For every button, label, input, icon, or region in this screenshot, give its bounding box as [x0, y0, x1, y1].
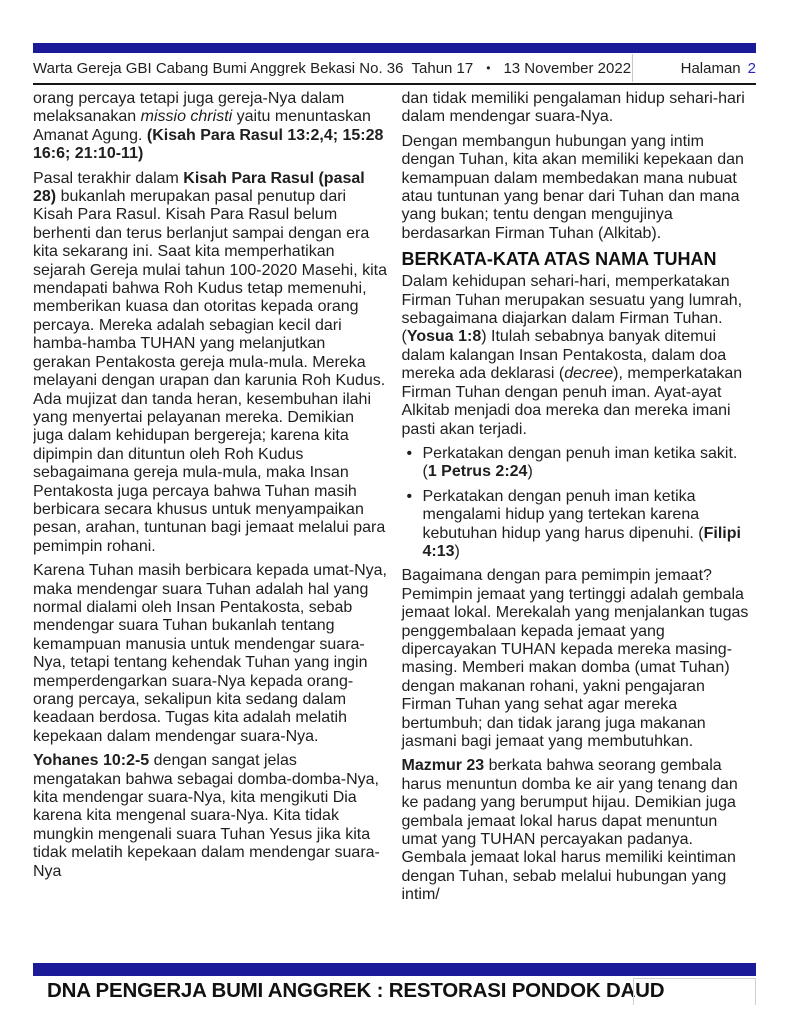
paragraph	[33, 752, 388, 881]
paragraph	[402, 90, 757, 127]
newsletter-title: Warta Gereja GBI Cabang Bumi Anggrek Bekasi No. 36 Tahun 17	[33, 59, 474, 77]
paragraph	[33, 90, 388, 164]
text-run: Pasal terakhir dalam	[33, 169, 184, 187]
text-run: Dalam kehidupan sehari-hari, memperkatakan Firman Tuhan merupakan sesuatu yang lumrah, sebagaimana diajarkan dalam Firman Tuhan. (	[401, 273, 743, 346]
paragraph	[402, 757, 757, 904]
bold-text-run: (Kisah Para Rasul 13:2,4; 15:28 16:6; 21:10-11)	[33, 126, 384, 163]
page-header	[33, 53, 756, 83]
bold-text-run: 1 Petrus 2:24	[427, 463, 528, 481]
text-run: dengan sangat jelas mengatakan bahwa sebagai domba-domba-Nya, kita mendengar suara-Nya, kita mengikuti Dia karena kita mengenal suara-Nya. Kita tidak mungkin mengenali suara Tuhan Yesus jika kita tidak melatih kepekaan dalam mendengar suara-Nya	[33, 752, 380, 880]
article-body	[33, 90, 756, 961]
issue-date: 13 November 2022	[503, 59, 632, 77]
italic-text-run: decree	[564, 365, 614, 383]
text-run: )	[527, 463, 533, 481]
italic-text-run: missio christi	[140, 108, 233, 126]
text-run: yaitu menuntaskan Amanat Agung.	[33, 108, 371, 144]
bullet-separator-icon: •	[486, 61, 491, 75]
text-run: ), memperkatakan Firman Tuhan dengan penuh iman. Ayat-ayat Alkitab menjadi doa mereka dan mereka imani pasti akan terjadi.	[401, 365, 743, 438]
text-run: bukanlah merupakan pasal penutup dari Kisah Para Rasul. Kisah Para Rasul belum berhenti dan terus berlanjut sampai dengan era kita sekarang ini. Saat kita memperhatikan sejarah Gereja mulai tahun 100-2020 Masehi, kita mendapati bahwa Roh Kudus tetap memenuhi, memberikan kuasa dan otoritas kepada orang percaya. Mereka adalah sebagian kecil dari hamba-hamba TUHAN yang melanjutkan gerakan Pentakosta gereja mula-mula. Mereka melayani dengan urapan dan karunia Roh Kudus. Ada mujizat dan tanda heran, kesembuhan ilahi yang menyertai pelayanan mereka. Demikian juga dalam kehidupan bergereja; karena kita dipimpin dan dituntun oleh Roh Kudus sebagaimana gereja mula-mula, maka Insan Pentakosta juga percaya bahwa Tuhan masih berbicara secara khusus untuk menyampaikan pesan, arahan, tuntunan bagi jemaat melalui para pemimpin rohani.	[33, 188, 387, 555]
header-blue-bar	[33, 43, 756, 53]
page-footer	[33, 977, 756, 1007]
text-run: Bagaimana dengan para pemimpin jemaat? Pemimpin jemaat yang tertinggi adalah gembala jemaat lokal. Merekalah yang menjalankan tugas penggembalaan kepada jemaat yang dipercayakan TUHAN kepada mereka masing-masing. Memberi makan domba (umat Tuhan) dengan makanan rohani, yakni pengajaran Firman Tuhan yang sehat agar mereka bertumbuh; dan tidak jarang juga makanan jasmani bagi jemaat yang membutuhkan.	[401, 567, 749, 750]
text-run: dan tidak memiliki pengalaman hidup sehari-hari dalam mendengar suara-Nya.	[401, 90, 745, 126]
bold-text-run: Yohanes 10:2-5	[33, 752, 150, 770]
bullet-item	[402, 445, 757, 482]
text-run: )	[454, 542, 460, 560]
paragraph	[402, 273, 757, 439]
section-heading	[402, 249, 757, 269]
paragraph	[402, 567, 757, 751]
paragraph	[33, 170, 388, 557]
footer-blue-bar	[33, 963, 756, 976]
left-column	[33, 90, 388, 961]
footer-empty-cell	[633, 978, 756, 1005]
header-left-group	[33, 60, 631, 77]
bullet-dot-icon: •	[406, 444, 413, 462]
text-run: ) Itulah sebabnya banyak ditemui dalam kalangan Insan Pentakosta, dalam doa mereka ada deklarasi (	[401, 328, 727, 383]
bold-text-run: Kisah Para Rasul (pasal 28)	[33, 169, 365, 206]
bold-text-run: Mazmur 23	[401, 757, 485, 775]
header-right-group	[681, 60, 756, 77]
header-cell-divider	[632, 54, 633, 82]
right-column	[402, 90, 757, 961]
bold-text-run: BERKATA-KATA ATAS NAMA TUHAN	[401, 249, 717, 270]
paragraph	[402, 133, 757, 243]
text-run: orang percaya tetapi juga gereja-Nya dalam melaksanakan	[33, 90, 345, 126]
text-run: Karena Tuhan masih berbicara kepada umat-Nya, maka mendengar suara Tuhan adalah hal yang normal dialami oleh Insan Pentakosta, sebab mendengar suara Tuhan bukanlah tentang kemampuan manusia untuk mendengar suara-Nya, tetapi tentang kehendak Tuhan yang ingin memperdengarkan suara-Nya kepada orang-orang percaya, sekalipun kita sedang dalam keadaan berdosa. Tugas kita adalah melatih kepekaan dalam mendengar suara-Nya.	[33, 562, 387, 745]
header-rule	[33, 83, 756, 85]
text-run: Dengan membangun hubungan yang intim dengan Tuhan, kita akan memiliki kepekaan dan kemampuan dalam membedakan mana nubuat atau tuntunan yang benar dari Tuhan dan mana yang bukan; tentu dengan mengujinya berdasarkan Firman Tuhan (Alkitab).	[401, 132, 744, 242]
text-run: berkata bahwa seorang gembala harus menuntun domba ke air yang tenang dan ke padang yang berumput hijau. Demikian juga gembala jemaat lokal harus dapat menuntun umat yang TUHAN percayakan padanya. Gembala jemaat lokal harus memiliki keintiman dengan Tuhan, sebab melalui hubungan yang intim/	[401, 757, 738, 904]
footer-title: DNA PENGERJA BUMI ANGGREK : RESTORASI PONDOK DAUD	[47, 979, 665, 1002]
bullet-dot-icon: •	[406, 487, 413, 505]
bold-text-run: Yosua 1:8	[406, 328, 482, 346]
page-number: 2	[747, 59, 756, 77]
page-label: Halaman	[680, 59, 741, 77]
text-run: Perkatakan dengan penuh iman ketika sakit. (	[422, 444, 738, 481]
bullet-item	[402, 488, 757, 562]
bold-text-run: Filipi 4:13	[422, 524, 741, 560]
paragraph	[33, 562, 388, 746]
text-run: Perkatakan dengan penuh iman ketika mengalami hidup yang tertekan karena kebutuhan hidup yang harus dipenuhi. (	[422, 487, 704, 542]
